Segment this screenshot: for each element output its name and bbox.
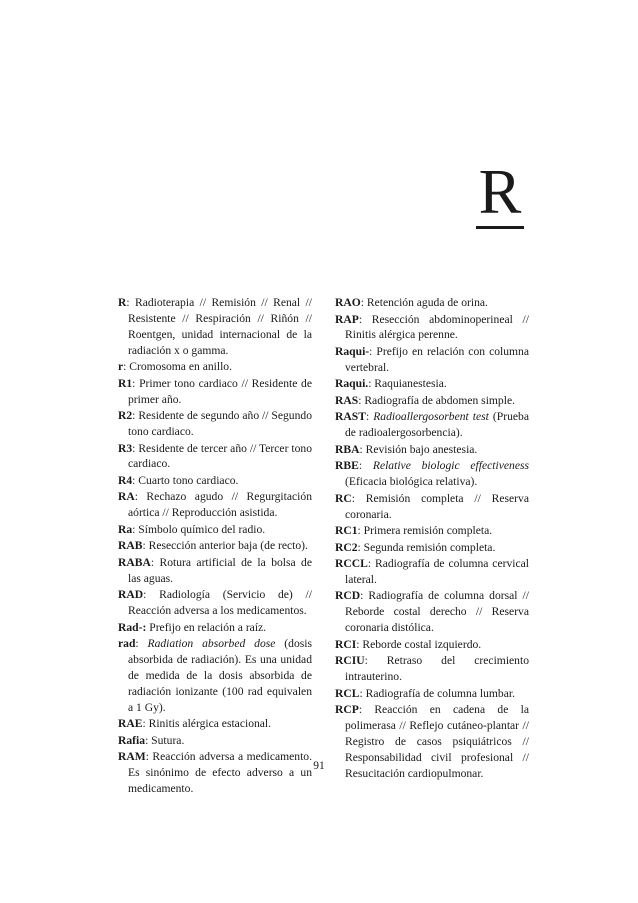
entry-term: RAB bbox=[118, 539, 143, 553]
entry-definition: : Radiografía de abdomen simple. bbox=[358, 393, 515, 407]
entry-term: RAS bbox=[335, 393, 359, 407]
entry-term: RAP bbox=[335, 312, 359, 326]
glossary-entry bbox=[335, 442, 529, 458]
entry-term: R2 bbox=[118, 409, 133, 423]
glossary-entry bbox=[335, 376, 529, 392]
entry-definition-italic: Relative biologic effectiveness bbox=[372, 459, 529, 473]
entry-term: RBE bbox=[335, 459, 359, 473]
entry-definition: : Revisión bajo anestesia. bbox=[359, 442, 478, 456]
entry-definition: : Radiografía de columna lumbar. bbox=[359, 686, 515, 700]
entry-term: RAO bbox=[335, 296, 361, 309]
entry-term: r bbox=[118, 360, 124, 374]
entry-definition: : Sutura. bbox=[145, 733, 185, 747]
entry-term: RC2 bbox=[335, 540, 358, 554]
entry-definition: Prefijo en relación a raíz. bbox=[146, 620, 267, 634]
glossary-entry bbox=[335, 686, 529, 702]
entry-term: RCL bbox=[335, 686, 360, 700]
entry-term: RCD bbox=[335, 589, 361, 603]
entry-definition: : Residente de tercer año // Tercer tono cardiaco. bbox=[128, 441, 312, 471]
entry-term: Ra bbox=[118, 522, 133, 536]
entry-definition-italic: Radiation absorbed dose bbox=[147, 637, 276, 651]
section-letter-header bbox=[470, 156, 530, 229]
entry-definition: : Reborde costal izquierdo. bbox=[356, 637, 482, 651]
entry-term: RAD bbox=[118, 588, 144, 602]
entry-definition: : Reacción adversa a medicamento. Es sinónimo de efecto adverso a un medicamento. bbox=[128, 750, 312, 796]
entry-definition: : Radiografía de columna cervical lateral. bbox=[345, 557, 529, 586]
entry-definition: : Raquianestesia. bbox=[368, 377, 447, 391]
glossary-entry bbox=[118, 733, 312, 749]
glossary-entry bbox=[118, 408, 312, 440]
entry-term: RAM bbox=[118, 750, 146, 764]
entry-definition: : bbox=[365, 410, 374, 424]
entry-term: RAE bbox=[118, 717, 143, 731]
entry-term: RCI bbox=[335, 637, 357, 651]
entry-term: RABA bbox=[118, 555, 151, 569]
glossary-entry bbox=[118, 749, 312, 797]
glossary-entry bbox=[335, 523, 529, 539]
glossary-entry bbox=[335, 409, 529, 441]
entry-definition: : Radioterapia // Remisión // Renal // Resistente // Respiración // Riñón // Roentgen, unidad internacional de la radiación x o gamma. bbox=[126, 296, 312, 357]
glossary-entry bbox=[335, 540, 529, 556]
glossary-entry bbox=[335, 588, 529, 636]
entry-definition: : Resección anterior baja (de recto). bbox=[142, 539, 308, 553]
glossary-entry bbox=[335, 637, 529, 653]
section-letter: R bbox=[478, 156, 522, 227]
glossary-entry bbox=[118, 359, 312, 375]
glossary-entry bbox=[118, 620, 312, 636]
entry-definition: : Remisión completa // Reserva coronaria. bbox=[345, 491, 529, 521]
entry-term: Rafia bbox=[118, 733, 146, 747]
entry-definition-italic: Radioallergosorbent test bbox=[373, 410, 489, 424]
entry-definition: : Radiología (Servicio de) // Reacción adversa a los medicamentos. bbox=[128, 588, 312, 618]
entry-definition: : bbox=[358, 459, 373, 473]
glossary-entry bbox=[118, 441, 312, 473]
glossary-entry bbox=[118, 489, 312, 521]
entry-definition: (Prueba de radioalergosorbencia). bbox=[345, 410, 529, 440]
entry-definition: : Rotura artificial de la bolsa de las aguas. bbox=[128, 555, 312, 585]
glossary-entry bbox=[335, 653, 529, 685]
entry-definition: : Segunda remisión completa. bbox=[357, 540, 496, 554]
glossary-entry bbox=[118, 522, 312, 538]
glossary-entry bbox=[335, 312, 529, 344]
entry-definition: (dosis absorbida de radiación). Es una unidad de medida de la dosis absorbida de radiación ionizante (100 rad equivalen a 1 Gy). bbox=[128, 637, 312, 714]
glossary-entry bbox=[118, 636, 312, 716]
glossary-entry bbox=[335, 491, 529, 523]
entry-term: R bbox=[118, 296, 127, 309]
entry-term: RAST bbox=[335, 410, 366, 424]
glossary-entry bbox=[335, 556, 529, 588]
entry-term: RCP bbox=[335, 703, 359, 717]
entry-term: RA bbox=[118, 490, 135, 504]
glossary-entry bbox=[118, 538, 312, 554]
entry-definition: : Retención aguda de orina. bbox=[360, 296, 488, 309]
glossary-entry bbox=[118, 716, 312, 732]
glossary-entry bbox=[118, 473, 312, 489]
entry-definition: : Rinitis alérgica estacional. bbox=[142, 717, 272, 731]
entry-definition: : Residente de segundo año // Segundo tono cardiaco. bbox=[128, 409, 312, 439]
page-number: 91 bbox=[313, 760, 325, 772]
glossary-entry bbox=[118, 587, 312, 619]
glossary-entry bbox=[118, 376, 312, 408]
entry-definition: : Radiografía de columna dorsal // Reborde costal derecho // Reserva coronaria distólica. bbox=[345, 589, 529, 635]
entry-definition: : Retraso del crecimiento intrauterino. bbox=[345, 654, 529, 684]
entry-definition: (Eficacia biológica relativa). bbox=[345, 475, 478, 489]
entry-term: R3 bbox=[118, 441, 133, 455]
entry-definition: : Resección abdominoperineal // Rinitis alérgica perenne. bbox=[345, 312, 529, 342]
entry-term: R4 bbox=[118, 473, 133, 487]
entry-term: R1 bbox=[118, 376, 133, 390]
entry-term: RCCL bbox=[335, 557, 368, 571]
left-column bbox=[118, 295, 312, 798]
entry-definition: : Primer tono cardiaco // Residente de primer año. bbox=[128, 376, 312, 406]
entry-term: Rad-: bbox=[118, 620, 147, 634]
entry-term: Raqui- bbox=[335, 344, 370, 358]
entry-term: RBA bbox=[335, 442, 360, 456]
entry-term: Raqui. bbox=[335, 377, 369, 391]
entry-definition: : Cromosoma en anillo. bbox=[123, 360, 232, 374]
entry-definition: : Símbolo químico del radio. bbox=[132, 522, 266, 536]
entry-term: RCIU bbox=[335, 654, 365, 668]
entry-term: RC1 bbox=[335, 524, 358, 538]
entry-definition: : Prefijo en relación con columna vertebral. bbox=[345, 344, 529, 374]
glossary-entry bbox=[118, 555, 312, 587]
glossary-entry bbox=[335, 344, 529, 376]
entry-definition: : Reacción en cadena de la polimerasa // Reflejo cutáneo-plantar // Registro de casos psiquiátricos // Responsabilidad civil profesional // Resucitación cardiopulmonar. bbox=[345, 703, 529, 780]
entry-definition: : Primera remisión completa. bbox=[357, 524, 493, 538]
glossary-entry bbox=[335, 458, 529, 490]
glossary-entry bbox=[335, 393, 529, 409]
entry-term: RC bbox=[335, 491, 352, 505]
entry-definition: : Rechazo agudo // Regurgitación aórtica // Reproducción asistida. bbox=[128, 490, 312, 520]
glossary-entry bbox=[335, 295, 529, 311]
entry-term: rad bbox=[118, 637, 136, 651]
entry-definition: : Cuarto tono cardiaco. bbox=[132, 473, 239, 487]
glossary-entry bbox=[118, 295, 312, 359]
entry-definition: : bbox=[135, 637, 148, 651]
right-column bbox=[335, 295, 529, 782]
